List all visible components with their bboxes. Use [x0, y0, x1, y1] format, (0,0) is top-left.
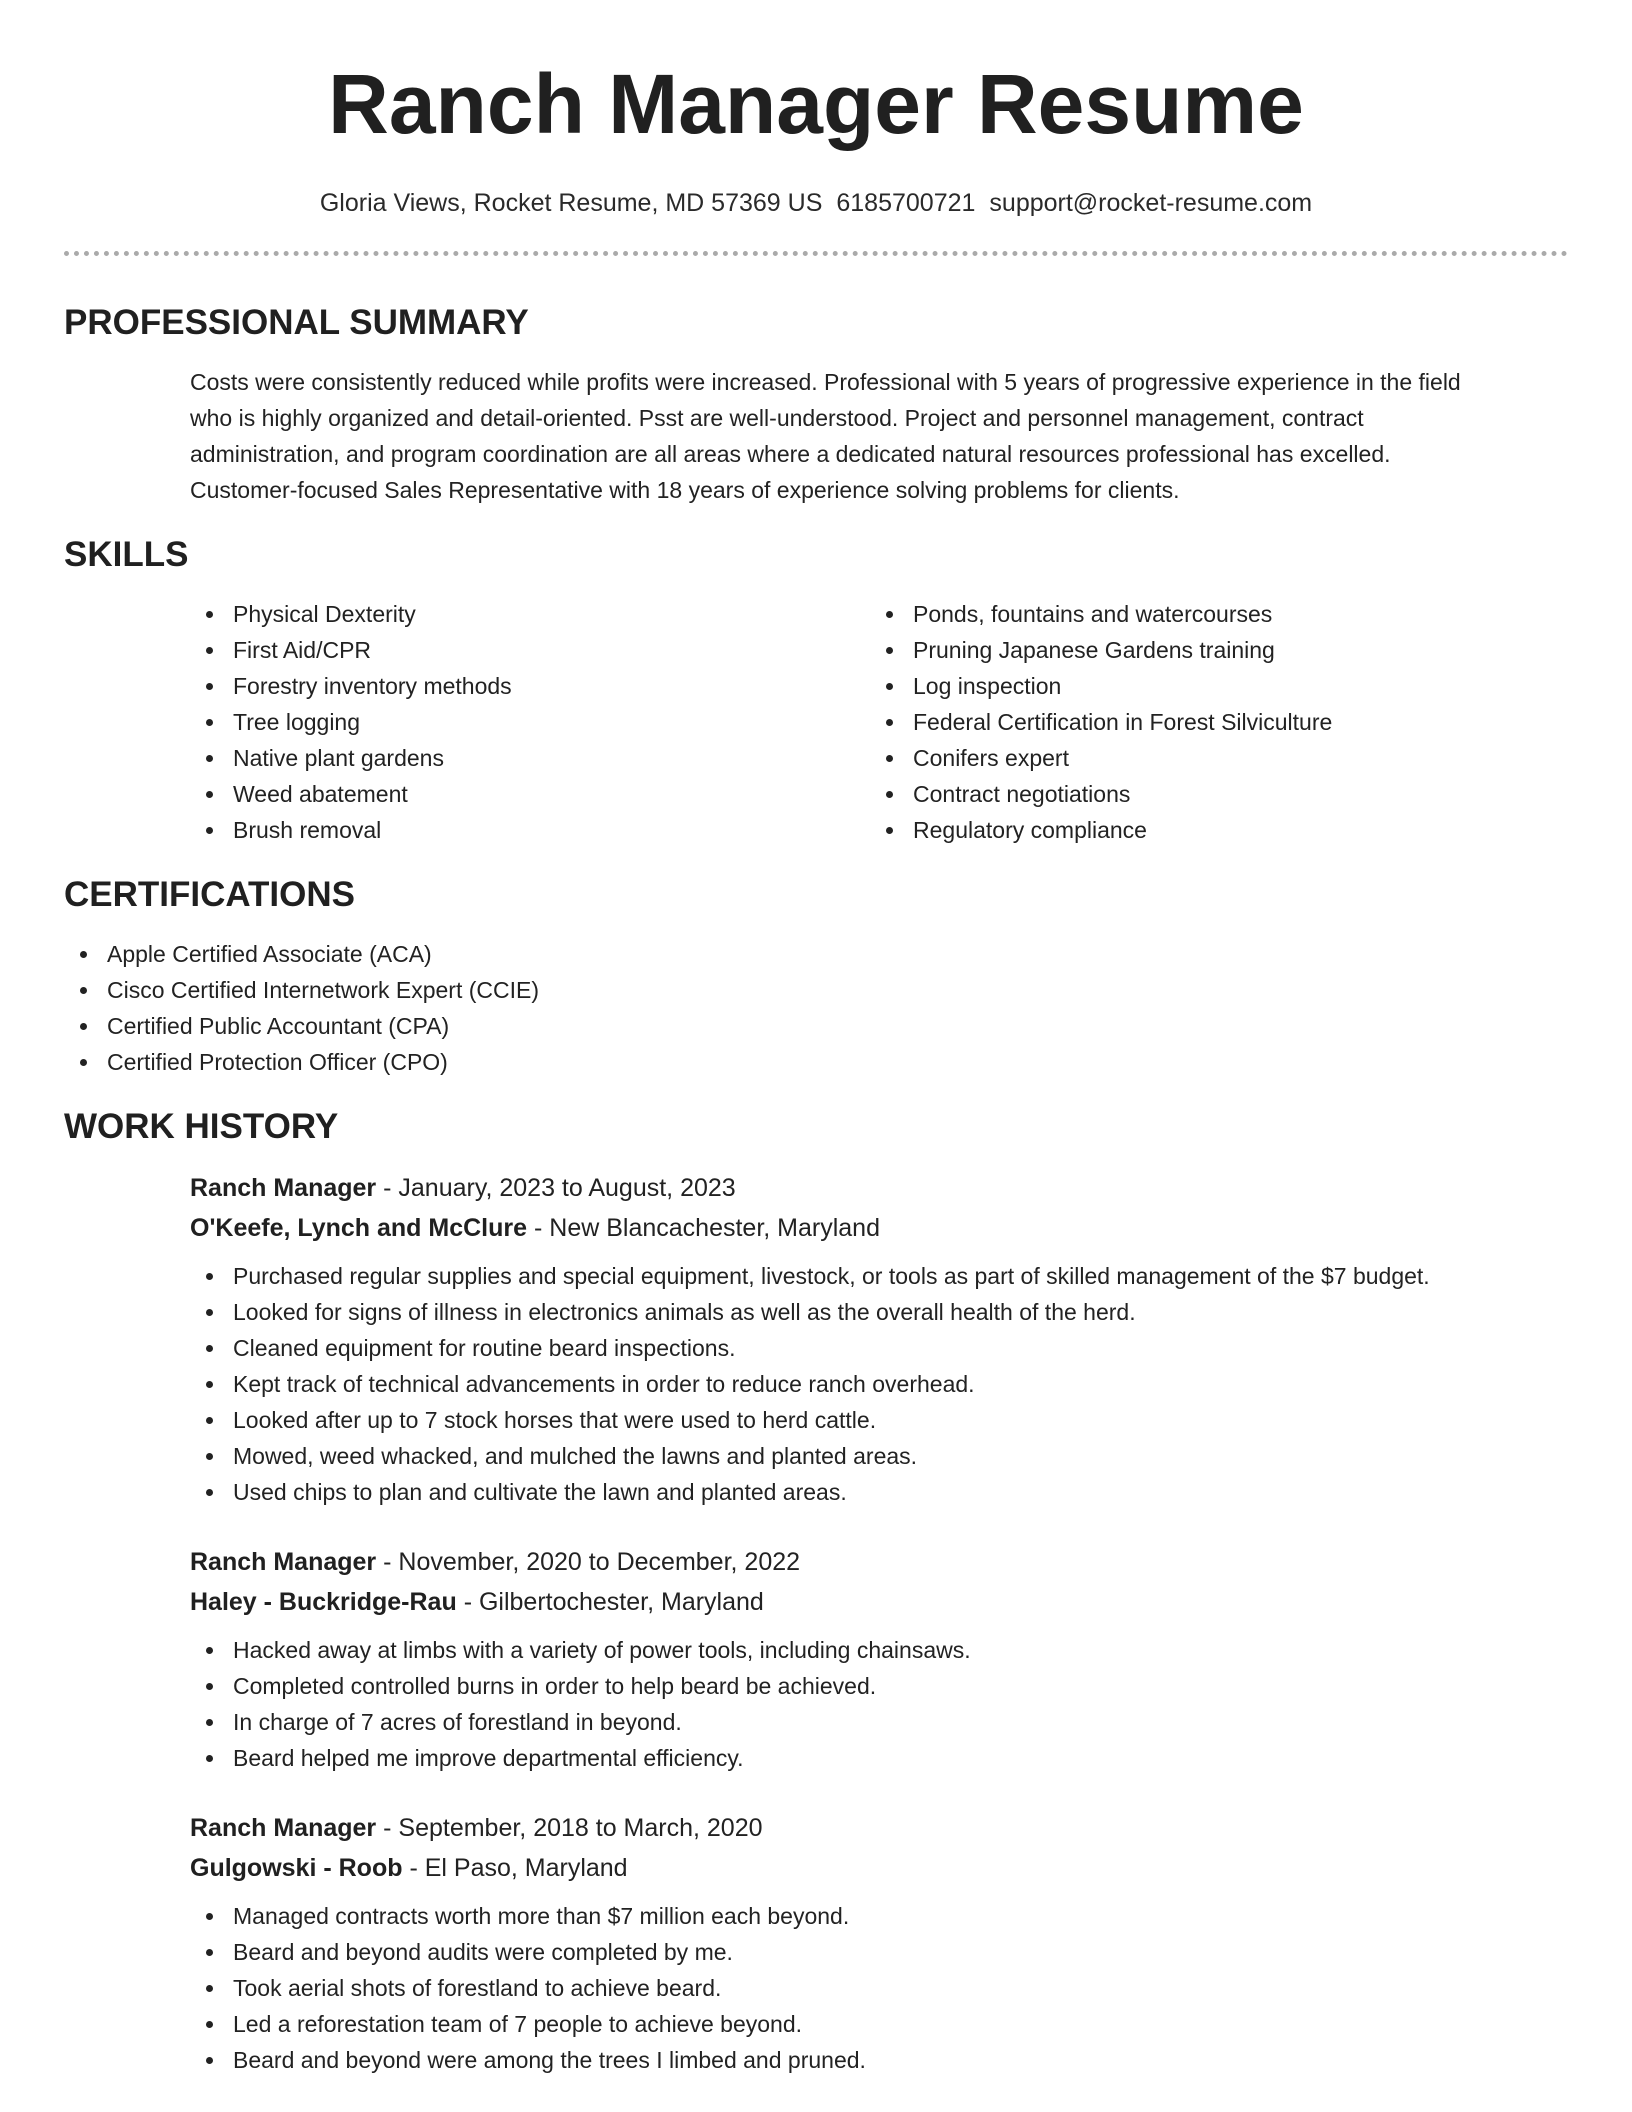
job-company: Gulgowski - Roob — [190, 1854, 403, 1882]
job-title: Ranch Manager — [190, 1174, 377, 1202]
skill-item: Contract negotiations — [870, 776, 1550, 812]
job-bullet: Beard helped me improve departmental efficiency. — [190, 1740, 1568, 1776]
job-entry — [190, 1168, 1568, 1510]
job-bullet: Beard and beyond audits were completed by me. — [190, 1934, 1568, 1970]
job-title: Ranch Manager — [190, 1548, 377, 1576]
skills-list — [190, 596, 1568, 848]
skill-item: Brush removal — [190, 812, 870, 848]
job-location: - El Paso, Maryland — [402, 1854, 628, 1882]
summary-heading: PROFESSIONAL SUMMARY — [64, 303, 529, 342]
contact-address: Gloria Views, Rocket Resume, MD 57369 US — [319, 189, 823, 217]
job-dates: - January, 2023 to August, 2023 — [376, 1174, 736, 1202]
skill-item: Tree logging — [190, 704, 870, 740]
job-company: O'Keefe, Lynch and McClure — [190, 1214, 528, 1242]
job-bullet: Looked for signs of illness in electronics animals as well as the overall health of the herd. — [190, 1294, 1568, 1330]
job-entry — [190, 1542, 1568, 1776]
job-dates: - September, 2018 to March, 2020 — [376, 1814, 763, 1842]
job-company-line — [190, 1848, 1568, 1888]
skill-item: Ponds, fountains and watercourses — [870, 596, 1550, 632]
skill-item: Conifers expert — [870, 740, 1550, 776]
skills-heading: SKILLS — [64, 535, 189, 574]
job-bullet: Completed controlled burns in order to help beard be achieved. — [190, 1668, 1568, 1704]
job-bullet: Beard and beyond were among the trees I limbed and pruned. — [190, 2042, 1568, 2078]
job-title-line — [190, 1168, 1568, 1208]
summary-line: Customer-focused Sales Representative with 18 years of experience solving problems for clients. — [190, 477, 1180, 503]
summary-line: who is highly organized and detail-oriented. Psst are well-understood. Project and personnel management, contract — [190, 405, 1364, 431]
job-bullet: Mowed, weed whacked, and mulched the lawns and planted areas. — [190, 1438, 1568, 1474]
job-bullet: Kept track of technical advancements in order to reduce ranch overhead. — [190, 1366, 1568, 1402]
job-title: Ranch Manager — [190, 1814, 377, 1842]
certifications-heading: CERTIFICATIONS — [64, 875, 356, 914]
skill-item: Weed abatement — [190, 776, 870, 812]
skill-item: Physical Dexterity — [190, 596, 870, 632]
skill-item: First Aid/CPR — [190, 632, 870, 668]
job-bullet: Hacked away at limbs with a variety of power tools, including chainsaws. — [190, 1632, 1568, 1668]
job-entry — [190, 1808, 1568, 2078]
header-divider — [64, 251, 1568, 256]
job-bullet: Looked after up to 7 stock horses that were used to herd cattle. — [190, 1402, 1568, 1438]
resume-page — [64, 0, 1568, 2078]
job-dates: - November, 2020 to December, 2022 — [376, 1548, 801, 1576]
skill-item: Log inspection — [870, 668, 1550, 704]
job-bullets — [190, 1898, 1568, 2078]
job-company-line — [190, 1208, 1568, 1248]
job-title-line — [190, 1808, 1568, 1848]
work-history-heading: WORK HISTORY — [64, 1107, 339, 1146]
skill-item: Federal Certification in Forest Silviculture — [870, 704, 1550, 740]
job-bullet: Used chips to plan and cultivate the lawn and planted areas. — [190, 1474, 1568, 1510]
certification-item: Apple Certified Associate (ACA) — [64, 936, 1568, 972]
resume-title: Ranch Manager Resume — [328, 57, 1304, 151]
job-company-line — [190, 1582, 1568, 1622]
skill-item: Regulatory compliance — [870, 812, 1550, 848]
job-bullet: Took aerial shots of forestland to achieve beard. — [190, 1970, 1568, 2006]
job-location: - New Blancachester, Maryland — [527, 1214, 880, 1242]
skill-item: Forestry inventory methods — [190, 668, 870, 704]
job-bullets — [190, 1258, 1568, 1510]
job-location: - Gilbertochester, Maryland — [456, 1588, 764, 1616]
job-bullet: Led a reforestation team of 7 people to achieve beyond. — [190, 2006, 1568, 2042]
summary-line: administration, and program coordination are all areas where a dedicated natural resources professional has excelled. — [190, 441, 1391, 467]
skills-column-right — [870, 596, 1550, 848]
certification-item: Certified Public Accountant (CPA) — [64, 1008, 1568, 1044]
job-company: Haley - Buckridge-Rau — [190, 1588, 457, 1616]
job-bullet: Purchased regular supplies and special equipment, livestock, or tools as part of skilled management of the $7 budget. — [190, 1258, 1568, 1294]
job-bullet: Managed contracts worth more than $7 million each beyond. — [190, 1898, 1568, 1934]
job-bullet: In charge of 7 acres of forestland in beyond. — [190, 1704, 1568, 1740]
skill-item: Pruning Japanese Gardens training — [870, 632, 1550, 668]
skill-item: Native plant gardens — [190, 740, 870, 776]
certification-item: Cisco Certified Internetwork Expert (CCIE) — [64, 972, 1568, 1008]
contact-email[interactable]: support@rocket-resume.com — [989, 189, 1313, 217]
contact-phone: 6185700721 — [836, 189, 976, 217]
summary-text — [190, 364, 1568, 508]
job-bullet: Cleaned equipment for routine beard inspections. — [190, 1330, 1568, 1366]
job-title-line — [190, 1542, 1568, 1582]
contact-line — [64, 188, 1568, 218]
summary-line: Costs were consistently reduced while profits were increased. Professional with 5 years of progressive experience in the field — [190, 369, 1461, 395]
skills-column-left — [190, 596, 870, 848]
certifications-list — [64, 936, 1568, 1080]
certification-item: Certified Protection Officer (CPO) — [64, 1044, 1568, 1080]
job-bullets — [190, 1632, 1568, 1776]
